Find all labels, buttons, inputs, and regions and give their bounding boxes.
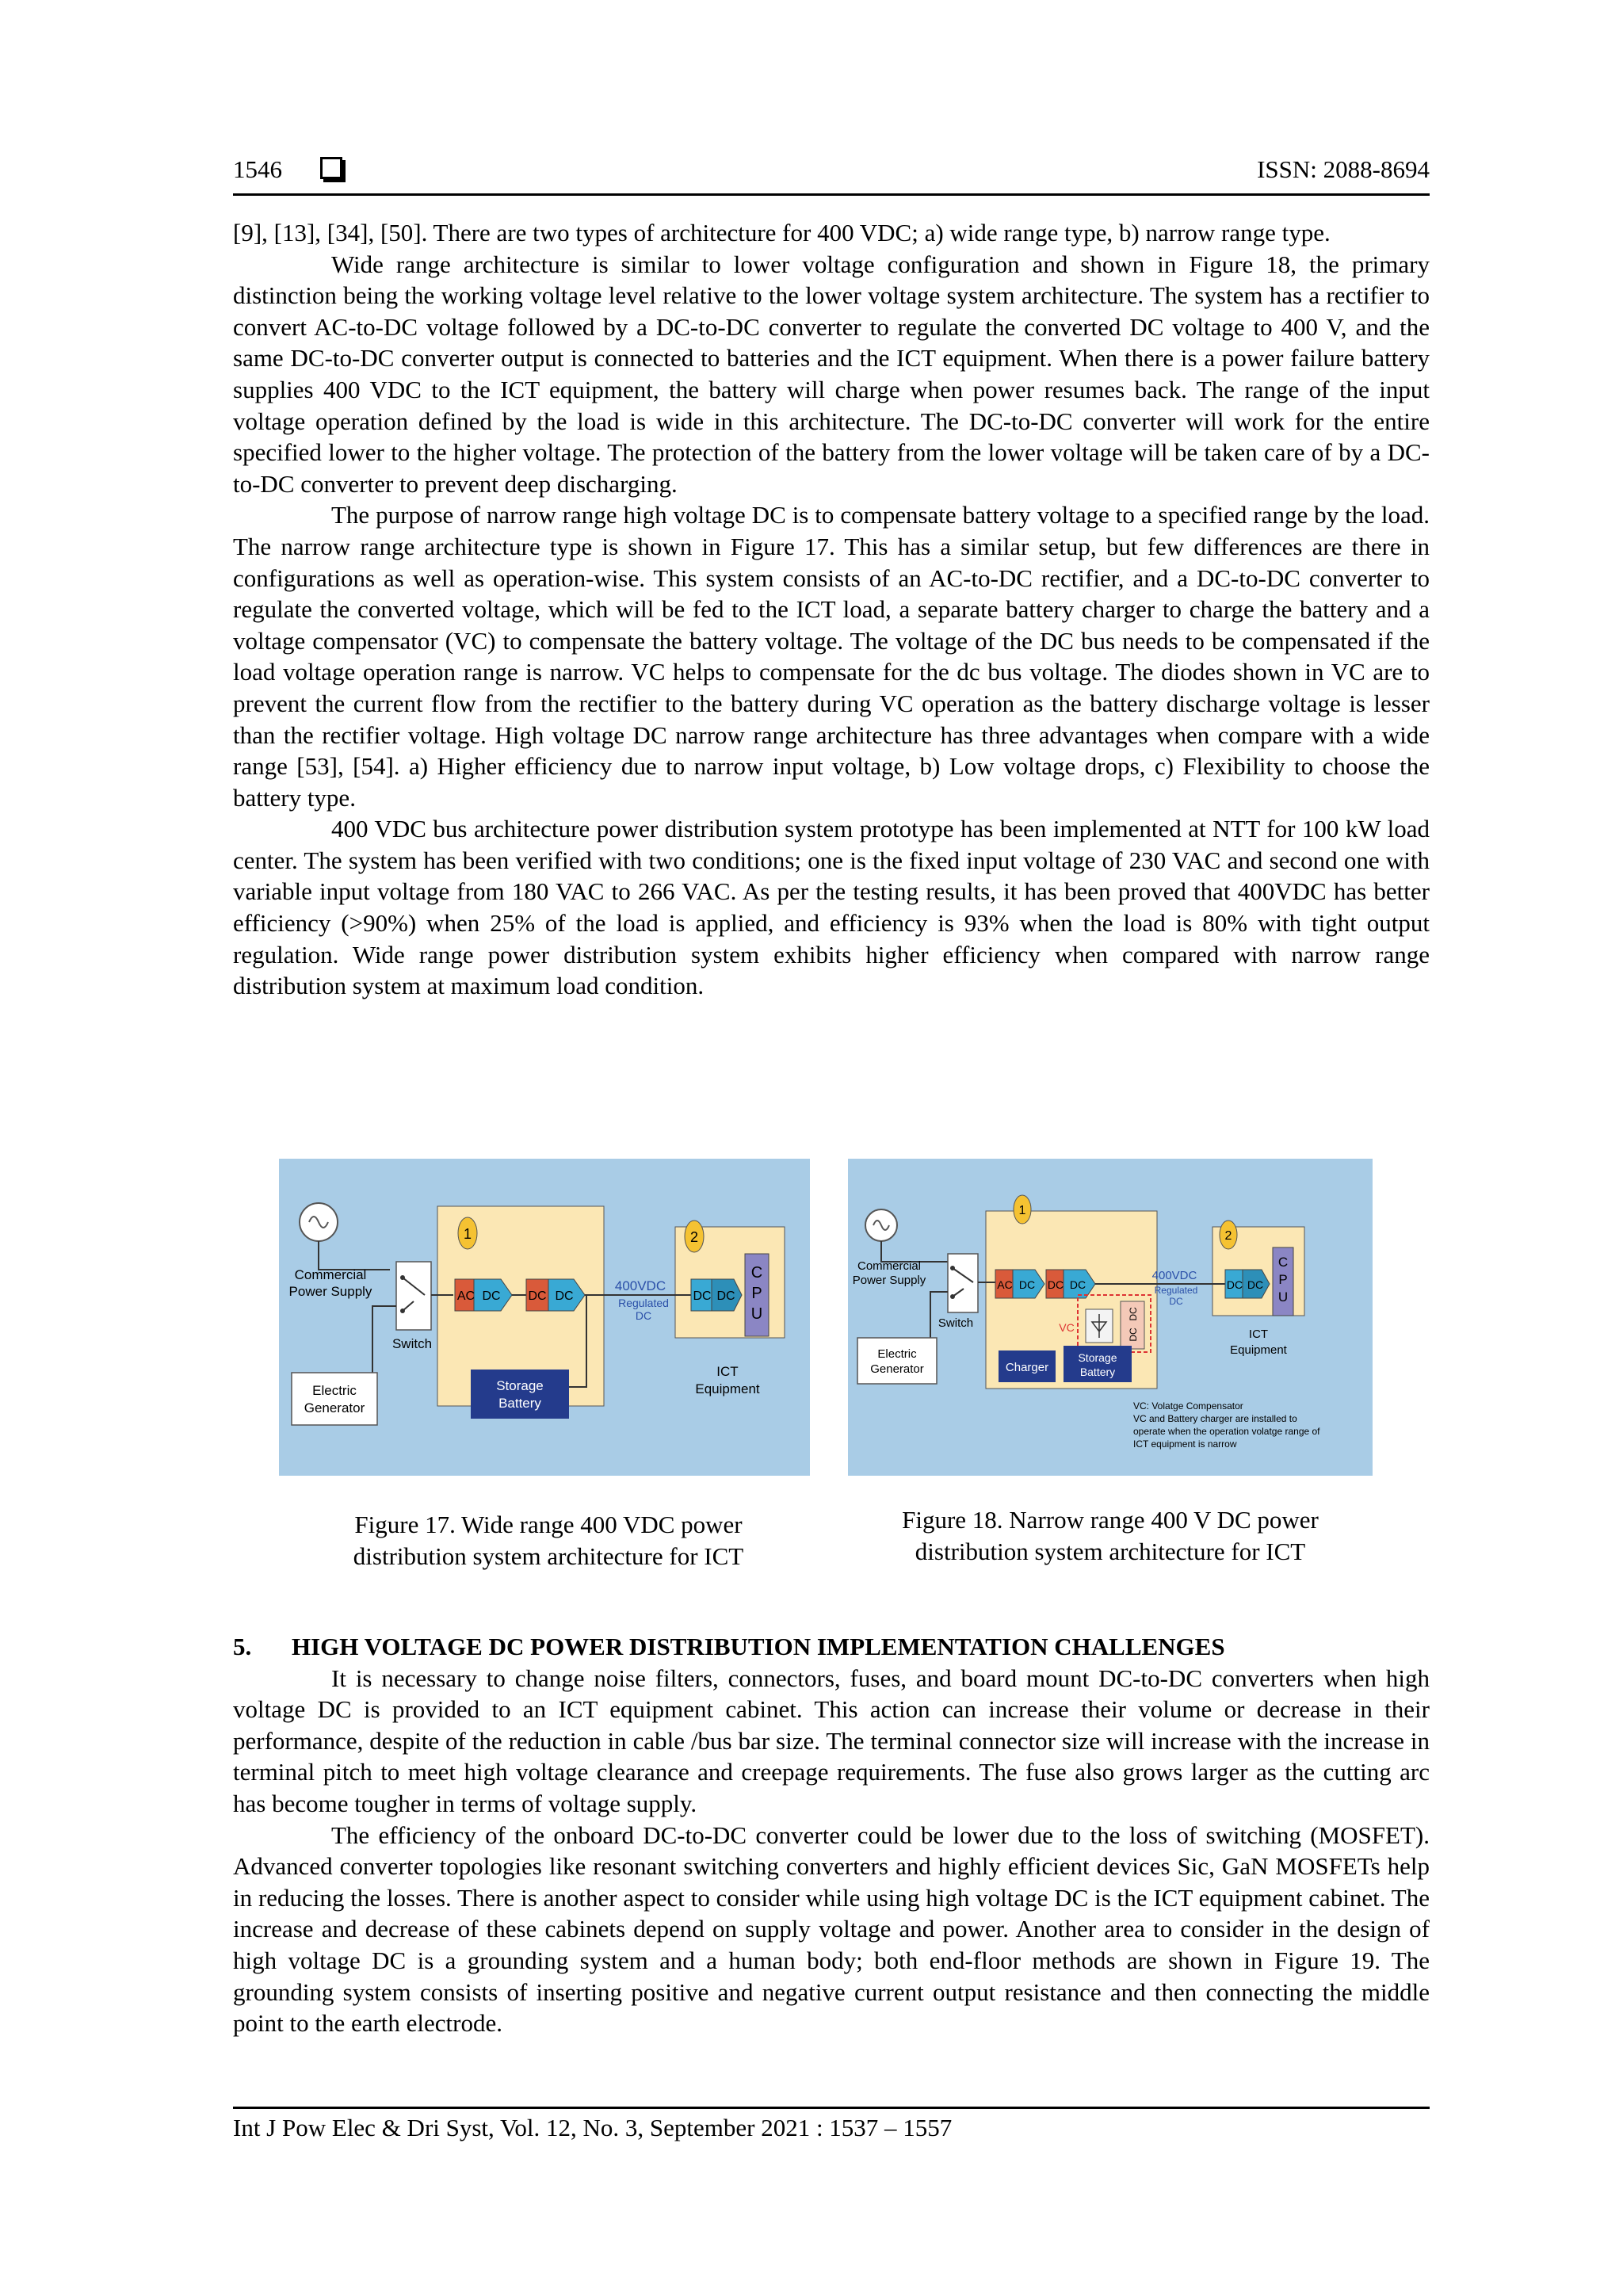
caption-line: distribution system architecture for ICT — [915, 1538, 1306, 1565]
figure-17-caption — [311, 1509, 786, 1572]
commercial-label: Commercial — [294, 1267, 367, 1282]
figure-17-diagram — [279, 1159, 810, 1476]
generator-label: Electric — [877, 1347, 917, 1361]
section-number: 5. — [233, 1633, 252, 1660]
switch-label: Switch — [391, 1336, 433, 1351]
ict-label: Equipment — [695, 1381, 760, 1396]
paragraph: Wide range architecture is similar to lower voltage configuration and shown in Figure 18, the primary distinction being the working voltage level relative to the lower voltage system architecture. The system has a rectifier to convert AC-to-DC voltage followed by a DC-to-DC converter to regulate the converted DC voltage to 400 V, and the same DC-to-DC converter output is connected to batteries and the ICT equipment. When there is a power failure battery supplies 400 VDC to the ICT equipment, the battery will charge when power resumes back. The range of the input voltage operation defined by the load is wide in this architecture. The DC-to-DC converter will work for the entire specified lower to the higher voltage. The protection of the battery from the lower voltage will be taken care of by a DC-to-DC converter to prevent deep discharging. — [233, 250, 1430, 498]
paragraph: The efficiency of the onboard DC-to-DC converter could be lower due to the loss of switching (MOSFET). Advanced converter topologies like resonant switching converters and highly efficient devices Sic, GaN MOSFETs help in reducing the losses. There is another aspect to consider while using high voltage DC is the ICT equipment cabinet. The increase and decrease of these cabinets depend on supply voltage and power. Another area to consider in the design of high voltage DC is a grounding system and a human body; both end-floor methods are shown in Figure 19. The grounding system consists of inserting positive and negative current output resistance and then connecting the middle point to the earth electrode. — [233, 1820, 1430, 2038]
dc-label: DC — [1018, 1278, 1036, 1291]
square-icon — [320, 157, 342, 179]
cpu-label: U — [1277, 1289, 1289, 1305]
section-title: HIGH VOLTAGE DC POWER DISTRIBUTION IMPLEMENTATION CHALLENGES — [292, 1633, 1225, 1660]
section-heading — [233, 1631, 1430, 1663]
storage-label: Battery — [1079, 1366, 1116, 1378]
section-5 — [233, 1631, 1430, 2039]
storage-label: Storage — [496, 1378, 544, 1393]
cpu-label: P — [1278, 1272, 1288, 1287]
badge-2-label: 2 — [689, 1229, 699, 1245]
regulated-label: Regulated — [618, 1297, 669, 1309]
badge-1-label: 1 — [1018, 1204, 1026, 1217]
switch-label: Switch — [938, 1316, 974, 1330]
badge-1-label: 1 — [463, 1226, 472, 1242]
switch-box — [948, 1254, 978, 1312]
generator-label: Generator — [304, 1400, 365, 1415]
vc-label: VC — [1059, 1321, 1075, 1334]
paragraph: The purpose of narrow range high voltage DC is to compensate battery voltage to a specified range by the load. The narrow range architecture type is shown in Figure 17. This has a similar setup, but few differences are there in configurations as well as operation-wise. This system consists of an AC-to-DC rectifier, and a DC-to-DC converter to regulate the converted voltage, which will be fed to the ICT load, a separate battery charger to charge the battery and a voltage compensator (VC) to compensate the battery voltage. The voltage of the DC bus needs to be compensated if the load voltage operation range is narrow. VC helps to compensate for the dc bus voltage. The diodes shown in VC are to prevent the current flow from the rectifier to the battery during VC operation as the battery discharge voltage is lesser than the rectifier voltage. High voltage DC narrow range architecture has three advantages when compare with a wide range [53], [54]. a) Higher efficiency due to narrow input voltage, b) Low voltage drops, c) Flexibility to choose the battery type. — [233, 501, 1430, 812]
generator-label: Generator — [870, 1362, 924, 1376]
page-footer — [233, 2107, 1430, 2142]
cpu-label: P — [751, 1285, 762, 1302]
regulated-label: Regulated — [1154, 1285, 1198, 1296]
vc-note: VC and Battery charger are installed to — [1133, 1413, 1297, 1424]
vc-note: ICT equipment is narrow — [1133, 1438, 1237, 1450]
dc-label: DC — [716, 1289, 735, 1303]
caption-line: distribution system architecture for ICT — [353, 1542, 744, 1570]
vc-note: VC: Volatge Compensator — [1133, 1400, 1243, 1412]
bus-label: 400VDC — [614, 1278, 666, 1293]
dc-label: DC — [528, 1289, 547, 1303]
bus-label: 400VDC — [1151, 1269, 1197, 1282]
caption-line: Figure 18. Narrow range 400 V DC power — [902, 1506, 1319, 1534]
figure-18-diagram — [848, 1159, 1373, 1476]
cpu-label: U — [750, 1305, 763, 1323]
paragraph: 400 VDC bus architecture power distribution system prototype has been implemented at NTT for 100 kW load center. The system has been verified with two conditions; one is the fixed input voltage of 230 VAC and second one with variable input voltage from 180 VAC to 266 VAC. As per the testing results, it has been proved that 400VDC has better efficiency (>90%) when 25% of the load is applied, and efficiency is 93% when the load is 80% with tight output regulation. Wide range power distribution system exhibits higher efficiency when compared with narrow range distribution system at maximum load condition. — [233, 815, 1430, 1000]
body-text — [233, 217, 1430, 1002]
dc-label: DC — [1128, 1328, 1139, 1342]
storage-label: Storage — [1078, 1351, 1117, 1364]
commercial-label: Commercial — [857, 1259, 922, 1273]
ac-label: AC — [456, 1289, 475, 1303]
paragraph: It is necessary to change noise filters, connectors, fuses, and board mount DC-to-DC converters when high voltage DC is provided to an ICT equipment cabinet. This action can increase their volume or decrease in their performance, despite of the reduction in cable /bus bar size. The terminal connector size will increase with the increase in terminal pitch to meet high voltage clearance and creepage requirements. The fuse also grows larger as the cutting arc has become tougher in terms of voltage supply. — [233, 1664, 1430, 1817]
regulated-label: DC — [1169, 1296, 1183, 1307]
ict-label: ICT — [1248, 1328, 1269, 1341]
dc-label: DC — [1047, 1278, 1064, 1291]
commercial-label: Power Supply — [852, 1274, 926, 1287]
caption-line: Figure 17. Wide range 400 VDC power — [354, 1511, 743, 1538]
dc-label: DC — [1247, 1278, 1264, 1291]
storage-battery — [471, 1370, 569, 1419]
vc-note: operate when the operation volatge range of — [1133, 1426, 1320, 1437]
generator-box — [292, 1373, 377, 1425]
figures — [279, 1159, 1388, 1570]
journal-citation: Int J Pow Elec & Dri Syst, Vol. 12, No. 3, September 2021 : 1537 – 1557 — [233, 2114, 953, 2141]
ict-label: ICT — [716, 1364, 739, 1379]
cpu-label: C — [750, 1264, 763, 1282]
switch-box — [396, 1262, 431, 1330]
dc-label: DC — [1226, 1278, 1243, 1291]
generator-label: Electric — [312, 1383, 357, 1398]
generator-box — [857, 1338, 937, 1384]
dc-label: DC — [555, 1289, 574, 1303]
dc-label: DC — [1069, 1278, 1086, 1291]
dc-label: DC — [1128, 1307, 1139, 1321]
dc-label: DC — [482, 1289, 501, 1303]
page-number: 1546 — [233, 155, 282, 183]
dc-label: DC — [693, 1289, 712, 1303]
badge-2-label: 2 — [1224, 1229, 1232, 1243]
paragraph: [9], [13], [34], [50]. There are two types of architecture for 400 VDC; a) wide range type, b) narrow range type. — [233, 219, 1331, 246]
charger-label: Charger — [1005, 1361, 1049, 1374]
regulated-label: DC — [635, 1309, 652, 1322]
cpu-label: C — [1277, 1255, 1289, 1270]
commercial-label: Power Supply — [288, 1284, 372, 1299]
ict-label: Equipment — [1230, 1343, 1287, 1357]
figure-18-caption — [848, 1504, 1373, 1568]
page-header — [233, 155, 1430, 196]
ac-label: AC — [997, 1278, 1013, 1291]
issn: ISSN: 2088-8694 — [1257, 155, 1430, 183]
storage-label: Battery — [498, 1396, 541, 1411]
